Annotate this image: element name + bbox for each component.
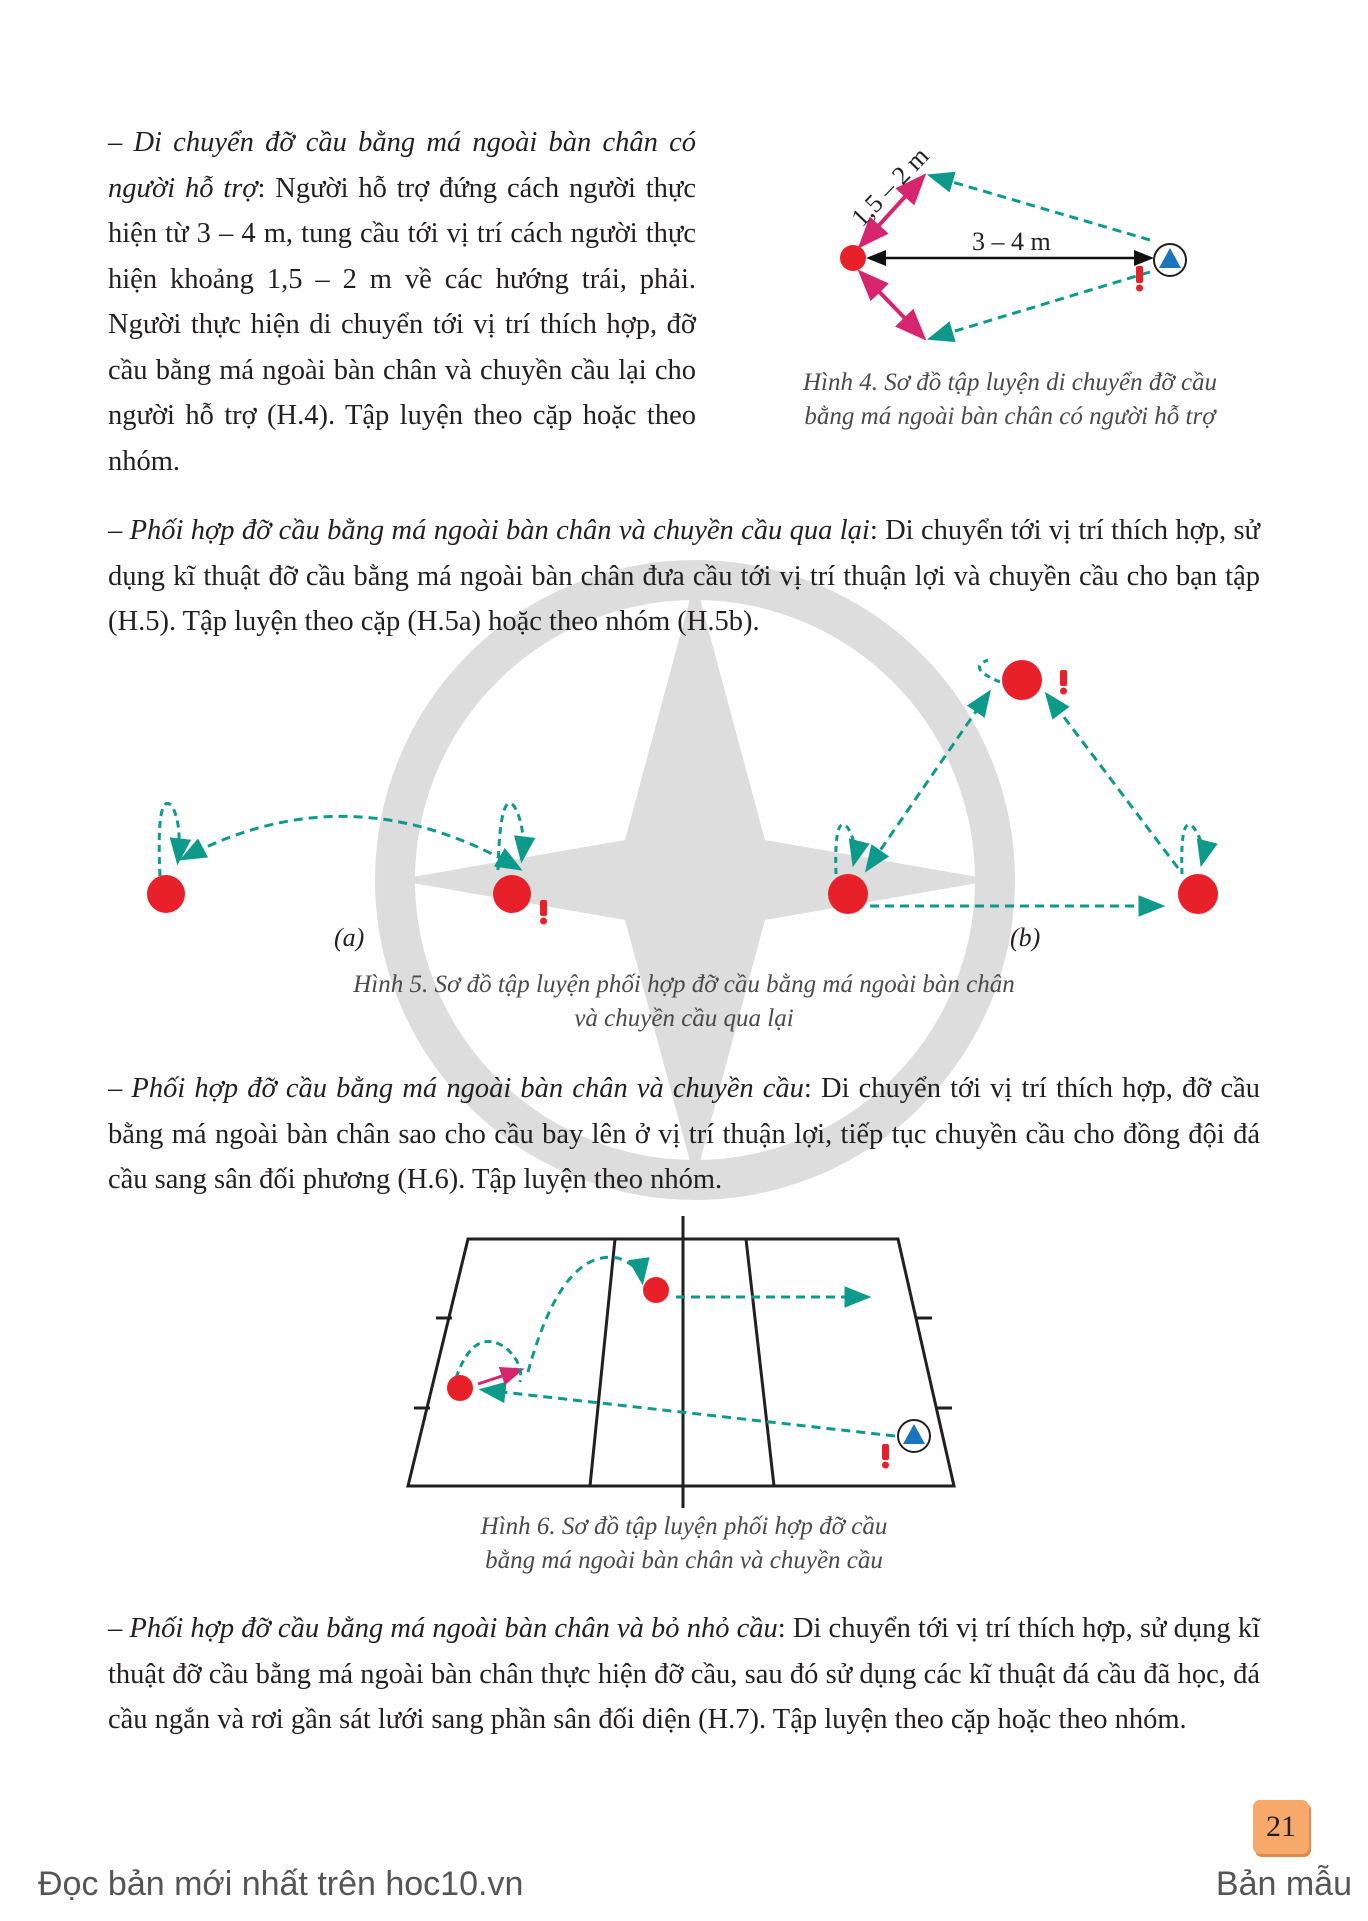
paragraph-lead: – Phối hợp đỡ cầu bằng má ngoài bàn chân và chuyền cầu qua lại — [108, 515, 870, 546]
paragraph-body: : Di chuyển tới vị trí thích hợp, đỡ cầu bằng má ngoài bàn chân sao cho cầu bay lên ở vị trí thuận lợi, tiếp tục chuyền cầu cho đồng đội đá cầu sang sân đối phương (H.6). Tập luyện theo nhóm. — [108, 1073, 1260, 1195]
caption-line: và chuyền cầu qua lại — [574, 1005, 794, 1032]
label-horiz-distance: 3 – 4 m — [972, 227, 1051, 256]
caption-line: bằng má ngoài bàn chân và chuyền cầu — [485, 1547, 883, 1574]
shuttlecock-icon — [882, 1444, 889, 1469]
page-number-badge: 21 — [1253, 1800, 1309, 1854]
caption-line: Hình 6. Sơ đồ tập luyện phối hợp đỡ cầu — [480, 1513, 888, 1540]
paragraph-body: : Người hỗ trợ đứng cách người thực hiện từ 3 – 4 m, tung cầu tới vị trí cách người thực hiện khoảng 1,5 – 2 m về các hướng trái, phải. Người thực hiện di chuyển tới vị trí thích hợp, đỡ cầu bằng má ngoài bàn chân và chuyền cầu lại cho người hỗ trợ (H.4). Tập luyện theo cặp hoặc theo nhóm. — [108, 172, 696, 477]
paragraph-lead: – Phối hợp đỡ cầu bằng má ngoài bàn chân và bỏ nhỏ cầu — [108, 1613, 778, 1644]
footer-source-link[interactable]: Đọc bản mới nhất trên hoc10.vn — [38, 1865, 524, 1903]
paragraph-lead: – Phối hợp đỡ cầu bằng má ngoài bàn chân và chuyền cầu — [108, 1073, 804, 1104]
court-outline — [408, 1239, 954, 1486]
paragraph-lead: – Di chuyển đỡ cầu bằng má ngoài bàn chân có người hỗ trợ — [108, 127, 696, 204]
figure-5b-label: (b) — [1010, 923, 1041, 952]
figure-6-caption — [384, 1510, 984, 1578]
paragraph-body: : Di chuyển tới vị trí thích hợp, sử dụng kĩ thuật đỡ cầu bằng má ngoài bàn chân đưa cầu tới vị trí thuận lợi và chuyền cầu cho bạn tập (H.5). Tập luyện theo cặp (H.5a) hoặc theo nhóm (H.5b). — [108, 515, 1260, 637]
player-dot — [643, 1277, 669, 1303]
label-diag-distance: 1,5 – 2 m — [845, 141, 935, 233]
caption-line: Hình 4. Sơ đồ tập luyện di chuyển đỡ cầu — [802, 369, 1218, 396]
caption-line: Hình 5. Sơ đồ tập luyện phối hợp đỡ cầu bằng má ngoài bàn chân — [353, 971, 1015, 998]
caption-line: bằng má ngoài bàn chân có người hỗ trợ — [804, 403, 1216, 430]
figure-5a-label: (a) — [334, 923, 365, 952]
paragraph-body: : Di chuyển tới vị trí thích hợp, sử dụng kĩ thuật đỡ cầu bằng má ngoài bàn chân thực hiện đỡ cầu, sau đó sử dụng các kĩ thuật đá cầu đã học, đá cầu ngắn và rơi gần sát lưới sang phần sân đối diện (H.7). Tập luyện theo cặp hoặc theo nhóm. — [108, 1613, 1260, 1735]
paragraph-drop-shot — [108, 1606, 1260, 1743]
footer-sample-label: Bản mẫu — [1215, 1865, 1352, 1903]
player-dot — [447, 1375, 473, 1401]
